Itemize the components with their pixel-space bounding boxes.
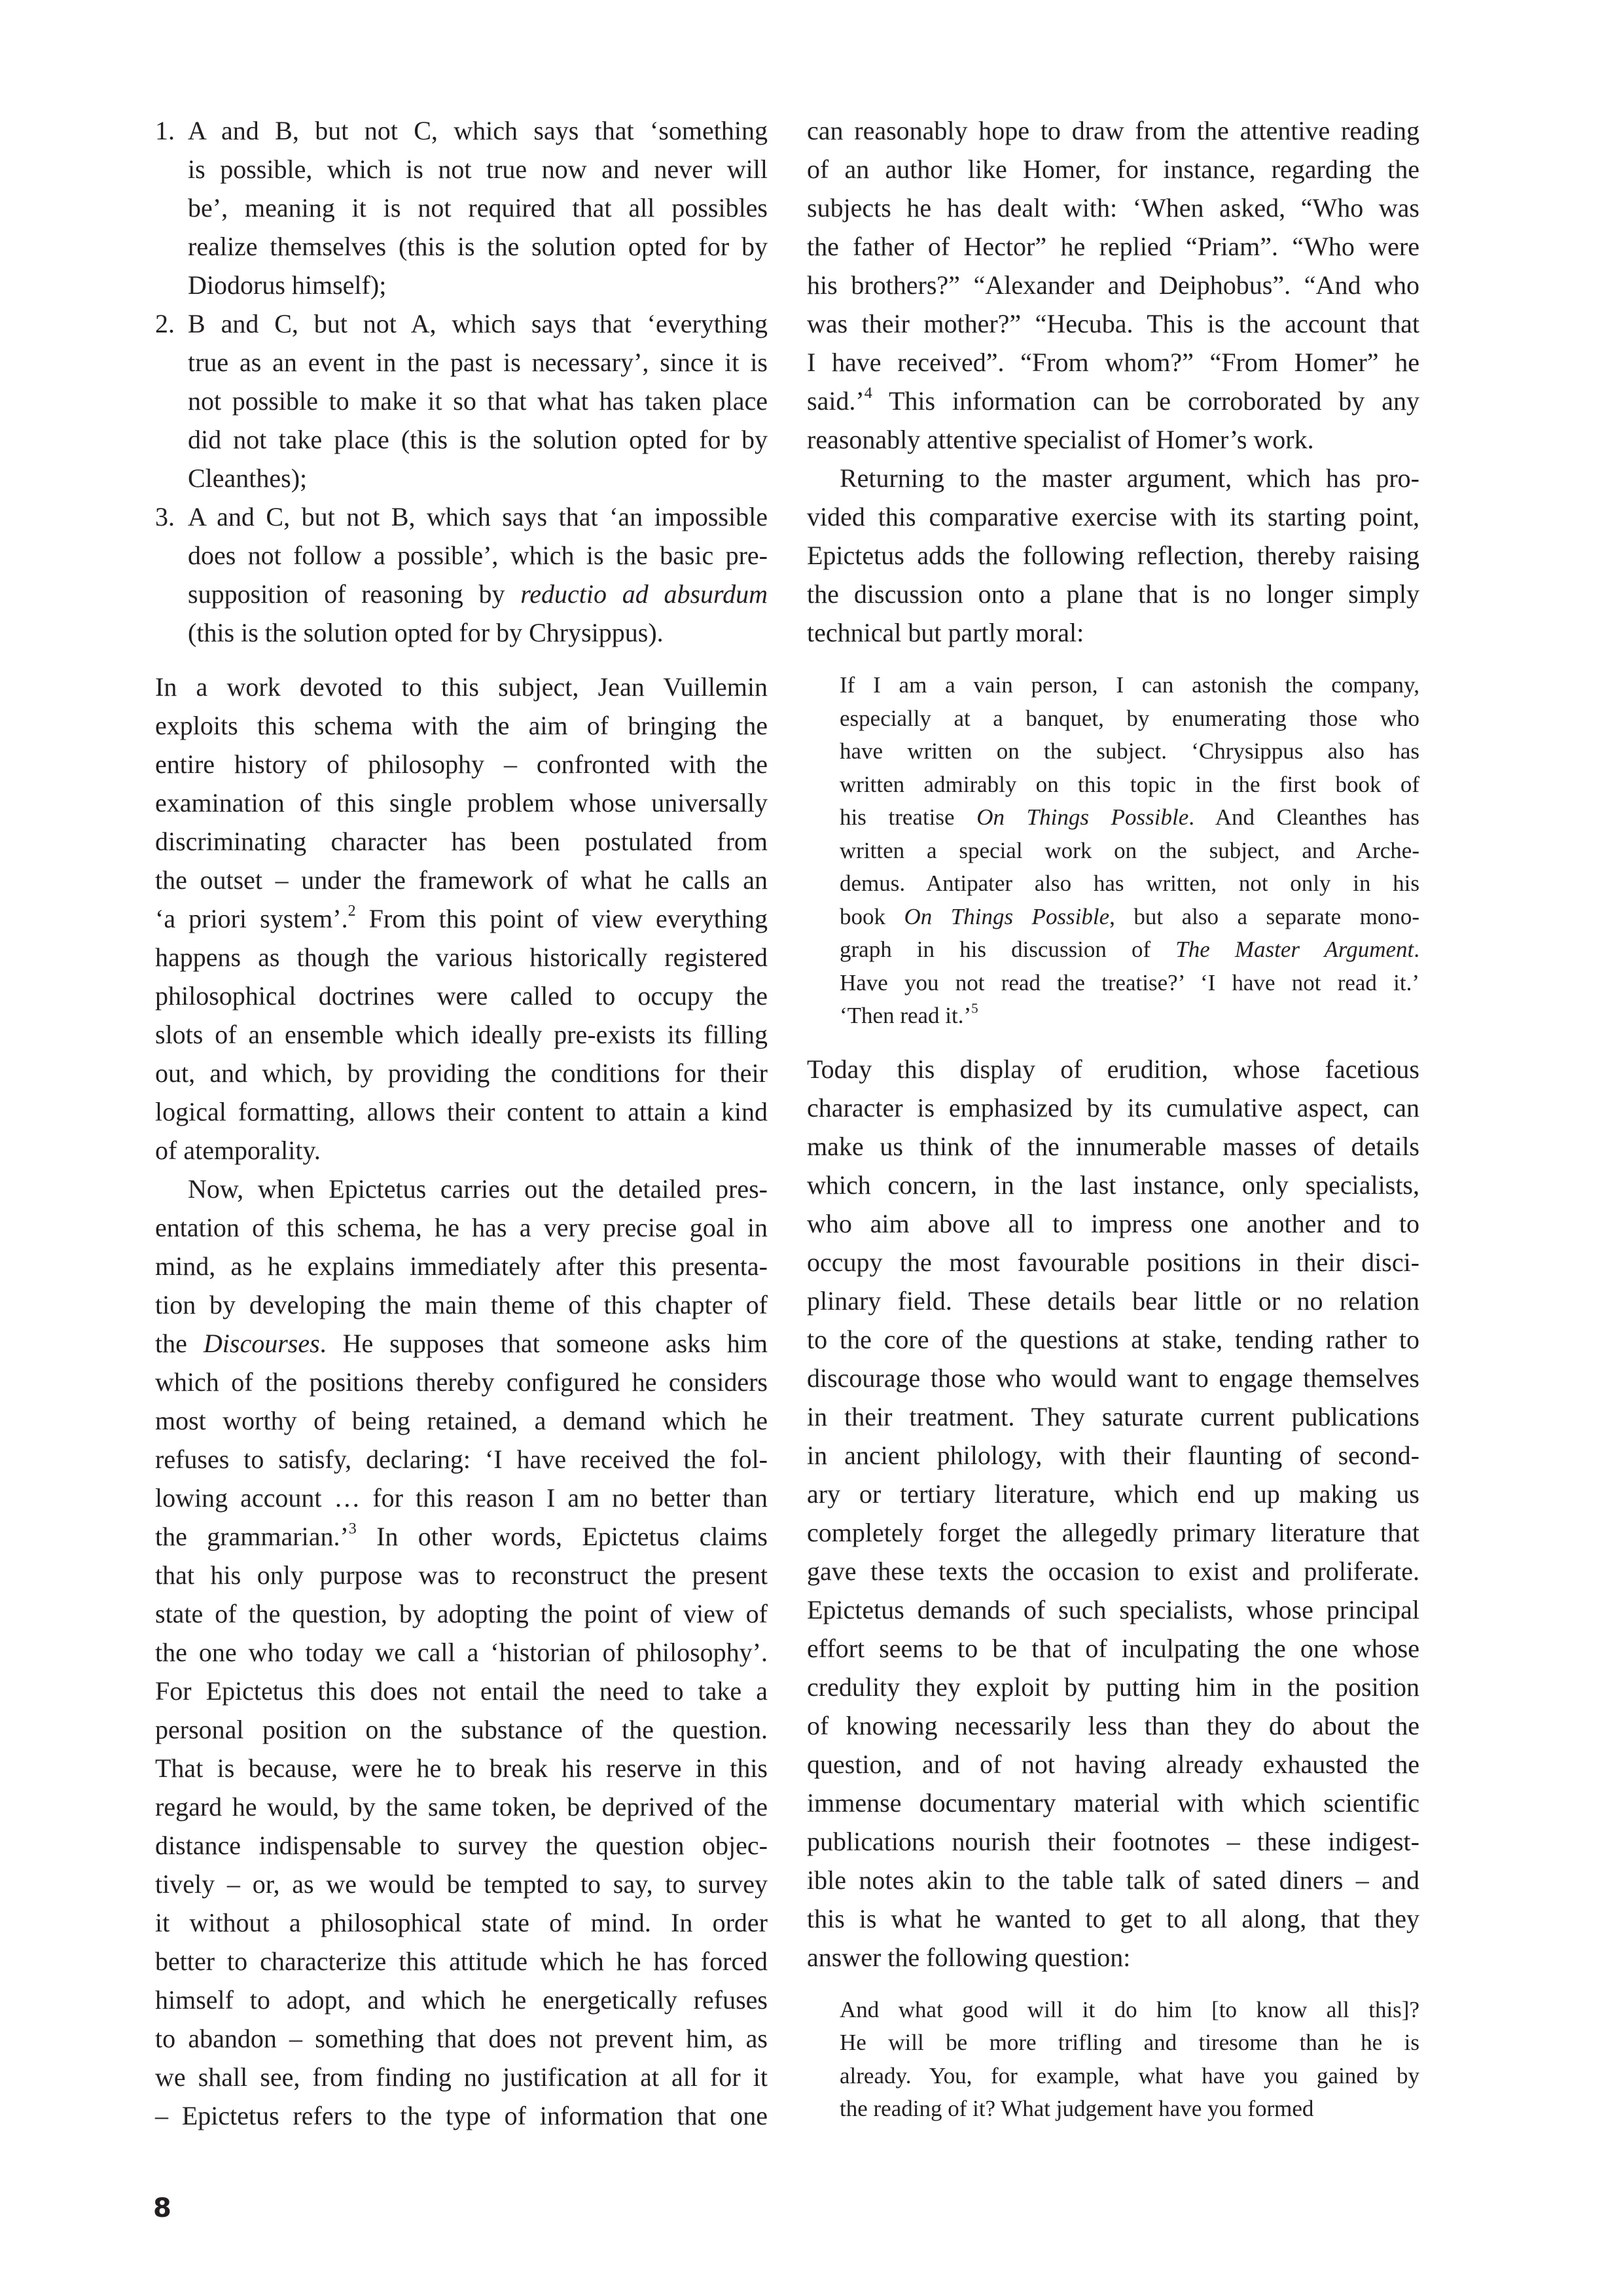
right-column (807, 111, 1419, 2126)
text-line: B and C, but not A, which says that ‘everything (188, 309, 768, 338)
text-line: demus. Antipater also has written, not only in his (840, 870, 1419, 896)
text-line: mind, as he explains immediately after this presenta- (155, 1251, 768, 1281)
text-segment: ‘Then read it.’ (840, 1003, 972, 1028)
paragraph (807, 1050, 1419, 1977)
text-segment: ‘a priori system’. (155, 904, 348, 933)
paragraph (807, 459, 1419, 652)
text-line: it without a philosophical state of mind. In order (155, 1908, 768, 1937)
text-segment: . (1414, 937, 1419, 962)
paragraph (807, 111, 1419, 459)
text-line: exploits this schema with the aim of bringing the (155, 711, 768, 740)
text-line: personal position on the substance of the question. (155, 1715, 768, 1744)
block-quote (807, 669, 1419, 1033)
text-line: Diodorus himself); (188, 270, 387, 300)
footnote-ref: 5 (971, 1000, 978, 1016)
text-line: gave these texts the occasion to exist and proliferate. (807, 1556, 1419, 1586)
text-line: And what good will it do him [to know all this]? (840, 1996, 1419, 2022)
text-line: effort seems to be that of inculpating the one whose (807, 1633, 1419, 1663)
text-line (155, 1517, 768, 1556)
text-line: does not follow a possible’, which is the basic pre- (188, 541, 768, 570)
paragraph (155, 1170, 768, 2135)
text-line: the discussion onto a plane that is no longer simply (807, 579, 1419, 609)
text-line: make us think of the innumerable masses of details (807, 1131, 1419, 1161)
text-line: examination of this single problem whose universally (155, 788, 768, 817)
text-line: slots of an ensemble which ideally pre-exists its filling (155, 1020, 768, 1049)
text-line: can reasonably hope to draw from the attentive reading (807, 116, 1419, 145)
text-line: of knowing necessarily less than they do about the (807, 1710, 1419, 1740)
page-number: 8 (153, 2193, 171, 2223)
text-line (840, 933, 1419, 967)
text-line: plinary field. These details bear little or no relation (807, 1285, 1419, 1316)
text-line (155, 1324, 768, 1363)
text-line: which concern, in the last instance, only specialists, (807, 1170, 1419, 1200)
text-segment: his treatise (840, 804, 977, 830)
text-line: his brothers?” “Alexander and Deiphobus”. “And who (807, 270, 1419, 300)
text-line: answer the following question: (807, 1942, 1131, 1972)
text-line: lowing account … for this reason I am no better than (155, 1483, 768, 1513)
text-line: entire history of philosophy – confronted with the (155, 749, 768, 779)
list-number: 3. (155, 502, 175, 531)
text-line: especially at a banquet, by enumerating those who (840, 705, 1419, 731)
text-segment: From this point of view everything (355, 904, 768, 933)
text-line: tively – or, as we would be tempted to say, to survey (155, 1869, 768, 1899)
text-segment: said.’ (807, 386, 865, 416)
text-line: question, and of not having already exhausted the (807, 1749, 1419, 1779)
text-line: the one who today we call a ‘historian of philosophy’. (155, 1638, 768, 1667)
text-line: the outset – under the framework of what he calls an (155, 865, 768, 895)
text-line: A and B, but not C, which says that ‘something (188, 116, 768, 145)
text-line: ible notes akin to the table talk of sated diners – and (807, 1865, 1419, 1895)
text-line: In a work devoted to this subject, Jean Vuillemin (155, 672, 768, 702)
text-line: the father of Hector” he replied “Priam”. “Who were (807, 232, 1419, 261)
text-line: of an author like Homer, for instance, regarding the (807, 154, 1419, 184)
text-line: A and C, but not B, which says that ‘an impossible (188, 502, 768, 531)
text-line: realize themselves (this is the solution opted for by (188, 232, 768, 261)
text-line: credulity they exploit by putting him in the position (807, 1672, 1419, 1702)
text-line: be’, meaning it is not required that all possibles (188, 193, 768, 223)
text-line (807, 382, 1419, 420)
text-line: the reading of it? What judgement have you formed (840, 2096, 1314, 2121)
text-line: to abandon – something that does not prevent him, as (155, 2024, 768, 2053)
text-line: was their mother?” “Hecuba. This is the account that (807, 309, 1419, 338)
text-segment: . And Cleanthes has (1188, 804, 1419, 830)
text-segment: This information can be corroborated by any (872, 386, 1419, 416)
text-line: to the core of the questions at stake, tending rather to (807, 1324, 1419, 1354)
text-segment: the (155, 1329, 204, 1358)
text-line (840, 801, 1419, 834)
list-number: 2. (155, 309, 175, 338)
text-line: Cleanthes); (188, 463, 308, 493)
text-line: out, and which, by providing the conditions for their (155, 1058, 768, 1088)
text-line: not possible to make it so that what has taken place (188, 386, 768, 416)
text-line: most worthy of being retained, a demand which he (155, 1406, 768, 1435)
italic-title: Discourses (203, 1329, 320, 1358)
list-number: 1. (155, 116, 175, 145)
text-line: better to characterize this attitude which he has forced (155, 1946, 768, 1976)
text-line: written a special work on the subject, and Arche- (840, 837, 1419, 863)
text-line: is possible, which is not true now and never will (188, 154, 768, 184)
text-line: Today this display of erudition, whose facetious (807, 1054, 1419, 1084)
italic-title: On Things Possible (904, 903, 1110, 929)
text-line: logical formatting, allows their content to attain a kind (155, 1097, 768, 1126)
text-line: who aim above all to impress one another and to (807, 1208, 1419, 1238)
text-segment: . He supposes that someone asks him (319, 1329, 768, 1358)
text-line: true as an event in the past is necessary’, since it is (188, 348, 768, 377)
text-line: reasonably attentive specialist of Homer’s work. (807, 425, 1314, 454)
text-line: Epictetus demands of such specialists, whose principal (807, 1594, 1419, 1624)
text-line: happens as though the various historically registered (155, 942, 768, 972)
block-quote (807, 1994, 1419, 2126)
text-segment: supposition of reasoning by (188, 579, 521, 609)
text-line: this is what he wanted to get to all along, that they (807, 1903, 1419, 1933)
text-line (840, 901, 1419, 934)
text-line: state of the question, by adopting the point of view of (155, 1599, 768, 1628)
text-segment: graph in his discussion of (840, 937, 1176, 962)
text-line: philosophical doctrines were called to occupy the (155, 981, 768, 1011)
text-line: in their treatment. They saturate current publications (807, 1401, 1419, 1431)
text-line: already. You, for example, what have you gained by (840, 2062, 1419, 2089)
list-item (155, 497, 768, 652)
text-line: He will be more trifling and tiresome than he is (840, 2030, 1419, 2055)
text-line: discourage those who would want to engage themselves (807, 1363, 1419, 1393)
text-line: For Epictetus this does not entail the need to take a (155, 1676, 768, 1706)
left-column (155, 111, 768, 2135)
text-line: we shall see, from finding no justification at all for it (155, 2062, 768, 2092)
text-line (188, 575, 768, 613)
text-line: That is because, were he to break his reserve in this (155, 1753, 768, 1783)
list-item (155, 111, 768, 304)
text-line: of atemporality. (155, 1136, 321, 1165)
italic-title: reductio ad absurdum (520, 579, 768, 609)
text-line: vided this comparative exercise with its starting point, (807, 502, 1419, 531)
text-line: technical but partly moral: (807, 618, 1084, 647)
italic-title: The Master Argument (1175, 937, 1414, 962)
text-line: regard he would, by the same token, be deprived of the (155, 1792, 768, 1821)
text-line: Epictetus adds the following reflection, thereby raising (807, 541, 1419, 570)
text-line: subjects he has dealt with: ‘When asked, “Who was (807, 193, 1419, 223)
text-line: that his only purpose was to reconstruct the present (155, 1560, 768, 1590)
text-line: (this is the solution opted for by Chrysippus). (188, 618, 664, 647)
footnote-ref: 2 (348, 903, 356, 920)
text-line: have written on the subject. ‘Chrysippus also has (840, 738, 1419, 764)
footnote-ref: 4 (864, 385, 872, 402)
text-line: tion by developing the main theme of this chapter of (155, 1290, 768, 1319)
text-line (840, 999, 1419, 1033)
text-segment: the grammarian.’ (155, 1522, 349, 1551)
text-line: character is emphasized by its cumulative aspect, can (807, 1092, 1419, 1122)
text-line: I have received”. “From whom?” “From Homer” he (807, 348, 1419, 377)
text-segment: book (840, 903, 904, 929)
text-line: in ancient philology, with their flaunting of second- (807, 1440, 1419, 1470)
list-item (155, 304, 768, 497)
text-line: himself to adopt, and which he energetically refuses (155, 1985, 768, 2015)
text-line: written admirably on this topic in the first book of (840, 771, 1419, 797)
text-line: immense documentary material with which scientific (807, 1787, 1419, 1818)
text-line: occupy the most favourable positions in their disci- (807, 1247, 1419, 1277)
text-segment: In other words, Epictetus claims (356, 1522, 768, 1551)
footnote-ref: 3 (348, 1520, 357, 1537)
text-line: did not take place (this is the solution opted for by (188, 425, 768, 454)
text-line (155, 899, 768, 938)
text-line: If I am a vain person, I can astonish the company, (840, 672, 1419, 698)
text-line: which of the positions thereby configured he considers (155, 1367, 768, 1397)
text-segment: , but also a separate mono- (1109, 903, 1420, 929)
text-line: publications nourish their footnotes – these indigest- (807, 1826, 1419, 1856)
text-line: discriminating character has been postulated from (155, 827, 768, 856)
text-line: – Epictetus refers to the type of information that one (155, 2101, 768, 2130)
text-line: distance indispensable to survey the question objec- (155, 1831, 768, 1860)
italic-title: On Things Possible (976, 804, 1189, 830)
text-line: Now, when Epictetus carries out the detailed pres- (188, 1174, 768, 1204)
text-line: Returning to the master argument, which has pro- (840, 463, 1419, 493)
text-line: Have you not read the treatise?’ ‘I have not read it.’ (840, 969, 1419, 996)
text-line: completely forget the allegedly primary literature that (807, 1517, 1419, 1547)
text-line: ary or tertiary literature, which end up making us (807, 1479, 1419, 1509)
text-line: entation of this schema, he has a very precise goal in (155, 1213, 768, 1242)
paragraph (155, 668, 768, 1170)
text-line: refuses to satisfy, declaring: ‘I have received the fol- (155, 1444, 768, 1474)
